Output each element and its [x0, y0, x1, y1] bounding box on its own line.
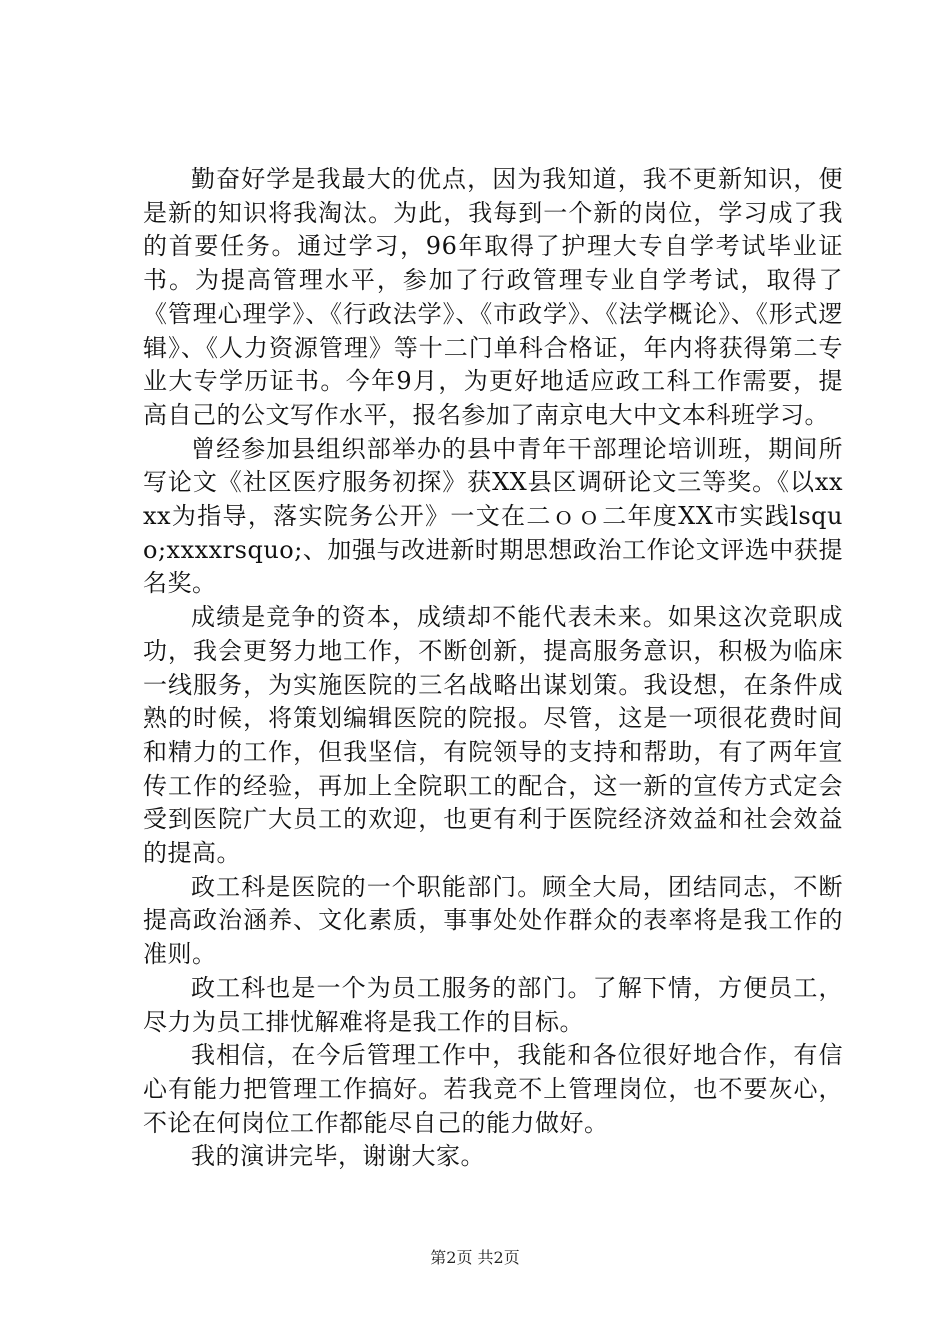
paragraph-training: 曾经参加县组织部举办的县中青年干部理论培训班，期间所写论文《社区医疗服务初探》获XX县区调研论文三等奖。《以xxxx为指导，落实院务公开》一文在二ｏｏ二年度XX市实践lsquo;xxxxrsquo;、加强与改进新时期思想政治工作论文评选中获提名奖。	[143, 434, 843, 598]
page-number-footer: 第2页 共2页	[430, 1248, 520, 1267]
paragraph-study: 勤奋好学是我最大的优点，因为我知道，我不更新知识，便是新的知识将我淘汰。为此，我每到一个新的岗位，学习成了我的首要任务。通过学习，96年取得了护理大专自学考试毕业证书。为提高管理水平，参加了行政管理专业自学考试，取得了《管理心理学》、《行政法学》、《市政学》、《法学概论》、《形式逻辑》、《人力资源管理》等十二门单科合格证，年内将获得第二专业大专学历证书。今年9月，为更好地适应政工科工作需要，提高自己的公文写作水平，报名参加了南京电大中文本科班学习。	[143, 165, 843, 429]
document-body	[143, 163, 843, 1174]
paragraph-service: 政工科也是一个为员工服务的部门。了解下情，方便员工，尽力为员工排忧解难将是我工作的目标。	[143, 973, 843, 1036]
paragraph-achievements: 成绩是竞争的资本，成绩却不能代表未来。如果这次竞职成功，我会更努力地工作，不断创新，提高服务意识，积极为临床一线服务，为实施医院的三名战略出谋划策。我设想，在条件成熟的时候，将策划编辑医院的院报。尽管，这是一项很花费时间和精力的工作，但我坚信，有院领导的支持和帮助，有了两年宣传工作的经验，再加上全院职工的配合，这一新的宣传方式定会受到医院广大员工的欢迎，也更有利于医院经济效益和社会效益的提高。	[143, 603, 843, 868]
paragraph-closing: 我的演讲完毕，谢谢大家。	[191, 1142, 485, 1171]
paragraph-department-role: 政工科是医院的一个职能部门。顾全大局，团结同志，不断提高政治涵养、文化素质，事事处处作群众的表率将是我工作的准则。	[143, 872, 843, 969]
paragraph-confidence: 我相信，在今后管理工作中，我能和各位很好地合作，有信心有能力把管理工作搞好。若我竞不上管理岗位，也不要灰心，不论在何岗位工作都能尽自己的能力做好。	[143, 1041, 843, 1137]
